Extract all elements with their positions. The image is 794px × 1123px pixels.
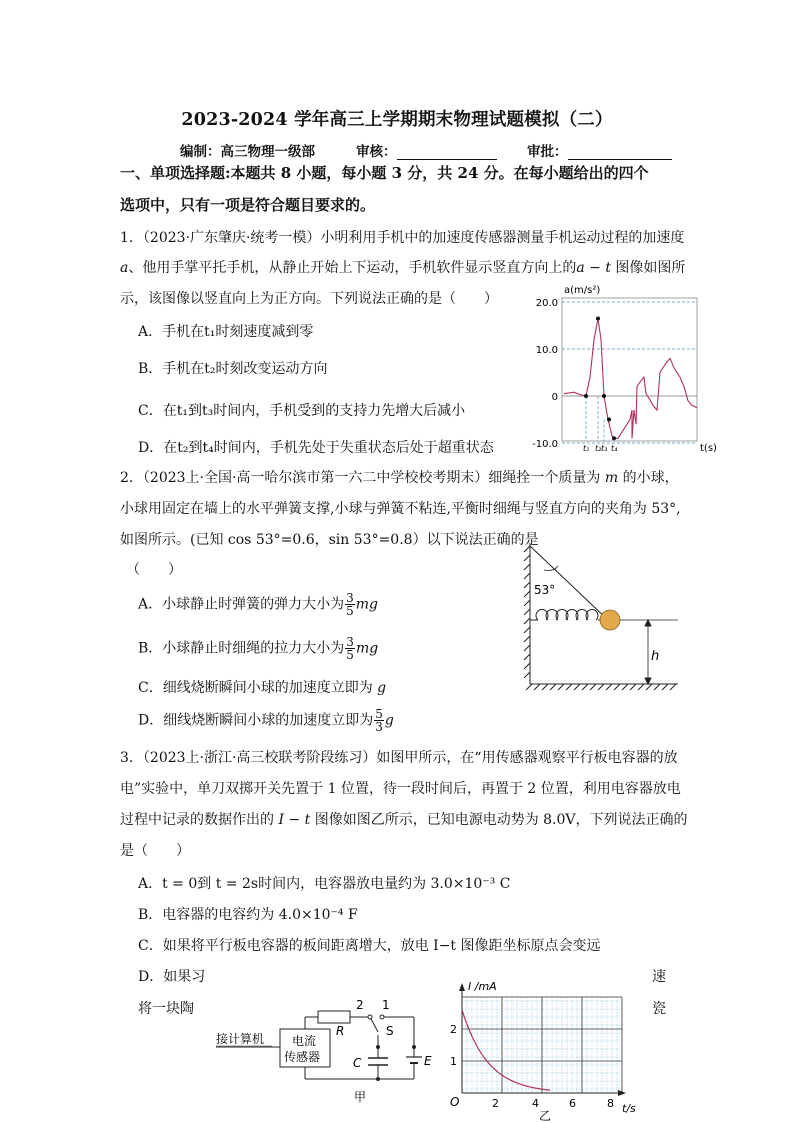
switch-label: S: [386, 1024, 394, 1038]
q1-line3: 示，该图像以竖直向上为正方向。下列说法正确的是（ ）: [120, 291, 498, 307]
q2-option-c[interactable]: C．细线烧断瞬间小球的加速度立即为 g: [138, 680, 387, 696]
q3-line-e-tail: 瓷: [652, 1001, 666, 1017]
q3-line-e: 将一块陶: [138, 1001, 194, 1017]
circuit-sensor-label-1: 电流: [292, 1034, 317, 1048]
chart-ytick-label: -10.0: [532, 439, 558, 450]
graph-xlabel: t/s: [622, 1102, 636, 1115]
q2-option-b[interactable]: B．小球静止时细绳的拉力大小为 $\frac{3}{5}$ mg: [138, 635, 379, 662]
switch-pos-1: 1: [382, 998, 390, 1012]
acceleration-chart: [520, 280, 720, 460]
q3-line1: 3．（2023上·浙江·高三校联考阶段练习）如图甲所示，在“用传感器观察平行板电容器的放: [120, 750, 678, 766]
section-heading: 一、单项选择题:本题共 8 小题，每小题 3 分，共 24 分。在每小题给出的四个 选项中，只有一项是符合题目要求的。: [120, 164, 649, 214]
graph-y1: 1: [450, 1055, 457, 1068]
spring-ball-figure: [518, 538, 684, 694]
resistor-label: R: [336, 1024, 345, 1038]
chart-xtick-label: t₃: [601, 444, 608, 453]
q1-option-b[interactable]: B．手机在t₂时刻改变运动方向: [138, 361, 328, 377]
chart-ytick-label: 0: [551, 392, 558, 403]
graph-ylabel: I /mA: [468, 980, 497, 993]
circuit-caption: 甲: [354, 1090, 367, 1104]
q3-option-d-tail: 速: [652, 969, 666, 985]
q3-line3: 过程中记录的数据作出的 I − t 图像如图乙所示，已知电源电动势为 8.0V，下列说法正确的: [120, 812, 688, 828]
editor-label: 编制：高三物理一级部: [180, 144, 315, 160]
resistor: [318, 1011, 350, 1023]
ball: [600, 610, 620, 630]
height-label: h: [651, 649, 660, 664]
chart-xtick-label: t₄: [611, 444, 618, 453]
chart-xlabel: t(s): [700, 443, 717, 454]
q2-line3: 如图所示。(已知 cos 53°=0.6，sin 53°=0.8）以下说法正确的是: [120, 532, 539, 548]
q2-line1: 2．（2023上·全国·高一哈尔滨市第一六二中学校校考期末）细绳拴一个质量为 m 的小球，: [120, 470, 679, 486]
chart-point: [596, 316, 600, 320]
circuit-diagram: [210, 995, 445, 1105]
q2-option-d[interactable]: D．细线烧断瞬间小球的加速度立即为 $\frac{5}{3}$ g: [138, 707, 394, 734]
q2-line2: 小球用固定在墙上的水平弹簧支撑,小球与弹簧不粘连,平衡时细绳与竖直方向的夹角为 53°,: [120, 501, 681, 517]
chart-xtick-label: t₂: [595, 444, 602, 453]
spring-coil: [530, 610, 600, 620]
q3-option-b[interactable]: B．电容器的电容约为 4.0×10⁻⁴ F: [138, 907, 358, 923]
switch-blade: [370, 1017, 378, 1032]
current-time-graph: [442, 975, 642, 1121]
chart-ylabel: a(m/s²): [564, 285, 601, 296]
q1-line1: 1．（2023·广东肇庆·统考一模）小明利用手机中的加速度传感器测量手机运动过程的加速度: [120, 230, 685, 246]
circuit-computer-label: 接计算机: [216, 1032, 265, 1046]
reviewer-field: 审核：: [356, 140, 497, 160]
switch-pos-2: 2: [356, 998, 364, 1012]
q3-option-d[interactable]: D．如果习: [138, 969, 206, 985]
q1-option-d[interactable]: D．在t₂到t₄时间内，手机先处于失重状态后处于超重状态: [138, 440, 494, 456]
angle-label: 53°: [534, 583, 556, 597]
q2-line4: （ ）: [126, 562, 182, 578]
chart-xtick-label: t₁: [583, 444, 590, 453]
q3-option-a[interactable]: A．t = 0到 t = 2s时间内，电容器放电量约为 3.0×10⁻³ C: [138, 876, 511, 892]
graph-y2: 2: [450, 1023, 457, 1036]
chart-ytick-label: 10.0: [535, 345, 558, 356]
emf-label: E: [424, 1054, 432, 1068]
graph-origin: O: [450, 1095, 460, 1109]
graph-caption: 乙: [539, 1109, 552, 1121]
circuit-sensor-label-2: 传感器: [284, 1050, 321, 1064]
graph-x4: 4: [532, 1097, 539, 1110]
chart-point: [584, 394, 588, 398]
q3-option-c[interactable]: C．如果将平行板电容器的板间距离增大，放电 I−t 图像距坐标原点会变远: [138, 938, 601, 954]
page-title: 2023-2024 学年高三上学期期末物理试题模拟（二）: [181, 110, 613, 130]
q1-line2: a、他用手掌平托手机，从静止开始上下运动，手机软件显示竖直方向上的a − t 图像如图所: [120, 260, 686, 276]
q1-option-a[interactable]: A．手机在t₁时刻速度减到零: [138, 324, 314, 340]
chart-point: [602, 394, 606, 398]
q2-option-a[interactable]: A．小球静止时弹簧的弹力大小为 $\frac{3}{5}$ mg: [138, 591, 379, 618]
graph-x6: 6: [569, 1097, 576, 1110]
chart-point: [607, 418, 611, 422]
q3-line2: 电”实验中，单刀双掷开关先置于 1 位置，待一段时间后，再置于 2 位置，利用电容器放电: [120, 781, 681, 797]
q3-line4: 是（ ）: [120, 843, 190, 859]
q1-option-c[interactable]: C．在t₁到t₃时间内，手机受到的支持力先增大后减小: [138, 403, 466, 419]
approver-field: 审批：: [527, 140, 672, 160]
chart-point: [612, 436, 616, 440]
graph-x2: 2: [492, 1097, 499, 1110]
chart-ytick-label: 20.0: [535, 298, 558, 309]
chart-series-line: [564, 319, 697, 439]
capacitor-label: C: [353, 1056, 362, 1070]
graph-x8: 8: [607, 1097, 614, 1110]
